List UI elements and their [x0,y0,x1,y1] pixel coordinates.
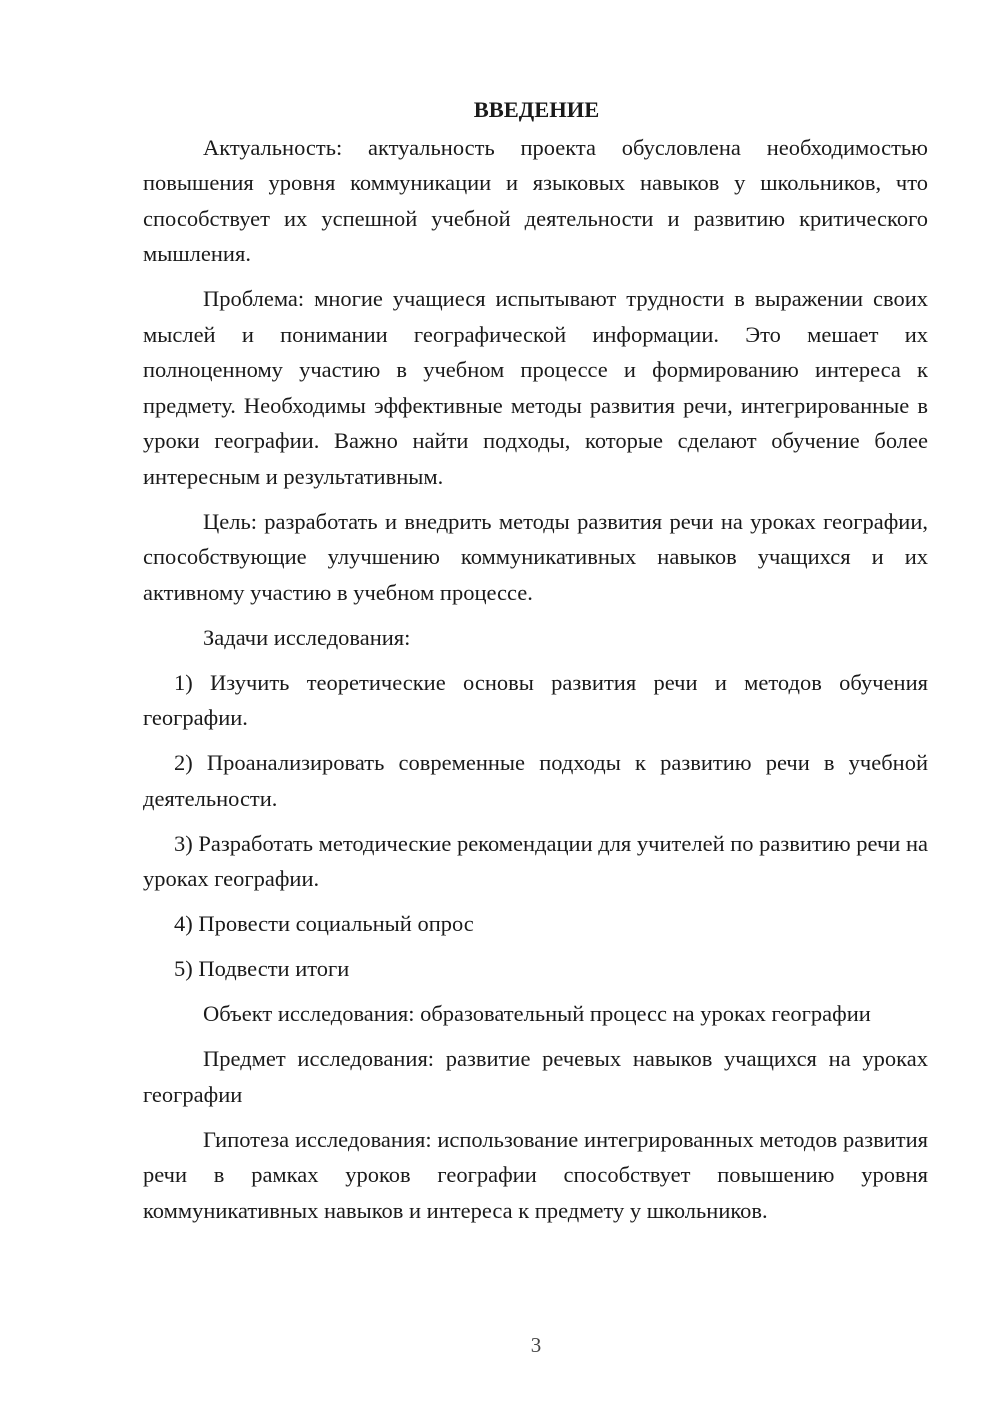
page-number: 3 [530,1333,542,1357]
paragraph-subject: Предмет исследования: развитие речевых навыков учащихся на уроках географии [143,1046,928,1107]
document-body [143,92,928,1238]
task-item-3: 3) Разработать методические рекомендации для учителей по развитию речи на уроках географии. [143,830,928,891]
paragraph-problem: Проблема: многие учащиеся испытывают трудности в выражении своих мыслей и понимании географической информации. Это мешает их полноценному участию в учебном процессе и формированию интереса к предмету. Необходимы эффективные методы развития речи, интегрированные в уроки географии. Важно найти подходы, которые сделают обучение более интересным и результативным. [143,286,928,489]
task-item-5: 5) Подвести итоги [174,956,350,981]
task-item-1: 1) Изучить теоретические основы развития речи и методов обучения географии. [143,669,928,730]
task-item-2: 2) Проанализировать современные подходы к развитию речи в учебной деятельности. [143,750,928,811]
paragraph-hypothesis: Гипотеза исследования: использование интегрированных методов развития речи в рамках уроков географии способствует повышению уровня коммуникативных навыков и интереса к предмету у школьников. [143,1126,928,1223]
task-item-4: 4) Провести социальный опрос [174,911,474,936]
paragraph-object: Объект исследования: образовательный процесс на уроках географии [203,1001,871,1026]
paragraph-goal: Цель: разработать и внедрить методы развития речи на уроках географии, способствующие улучшению коммуникативных навыков учащихся и их активному участию в учебном процессе. [143,508,928,605]
paragraph-tasks-heading: Задачи исследования: [203,624,411,650]
section-title: ВВЕДЕНИЕ [473,97,600,122]
paragraph-relevance: Актуальность: актуальность проекта обусловлена необходимостью повышения уровня коммуникации и языковых навыков у школьников, что способствует их успешной учебной деятельности и развитию критического мышления. [143,134,928,266]
